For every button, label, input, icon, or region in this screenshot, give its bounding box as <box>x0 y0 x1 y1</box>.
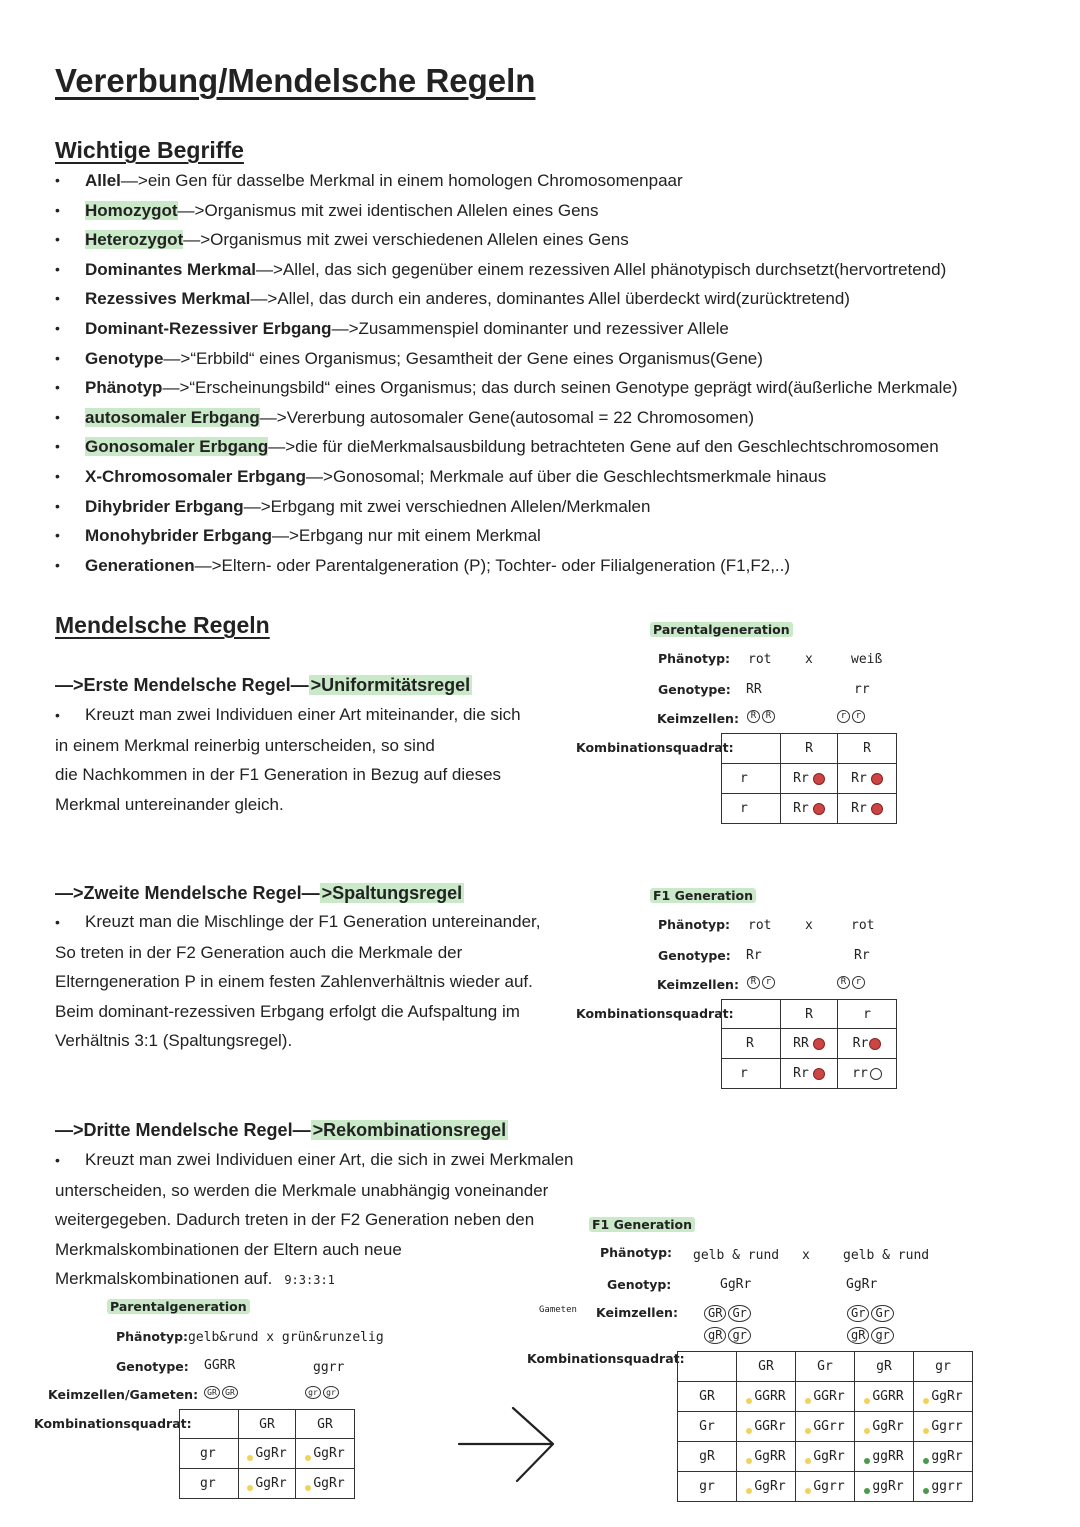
col-header: R <box>781 1000 838 1029</box>
gamete: gr <box>305 1386 321 1399</box>
row-header: gr <box>180 1439 239 1469</box>
table-cell <box>781 1059 838 1089</box>
text-line: die Nachkommen in der F1 Generation in Bezug auf dieses <box>55 765 502 785</box>
cell-genotype: Rr <box>793 801 809 816</box>
yellow-dot-icon <box>864 1428 870 1434</box>
generation-label: F1 Generation <box>650 888 756 903</box>
table-cell <box>737 1412 796 1442</box>
term-name: Allel <box>85 171 121 190</box>
col-header: r <box>838 1000 897 1029</box>
gamete: gr <box>728 1327 750 1344</box>
cell-genotype: GGRR <box>754 1389 786 1404</box>
cell-genotype: GgRr <box>313 1476 345 1491</box>
table-cell <box>855 1472 914 1502</box>
gametes-right <box>304 1385 340 1400</box>
term-definition: —>“Erscheinungsbild“ eines Organismus; das durch seinen Genotype geprägt wird(äußerliche Merkmale) <box>162 378 958 398</box>
row-header: r <box>722 794 781 824</box>
text-line: Merkmalskombinationen auf. <box>55 1269 273 1289</box>
term-name: Dominant-Rezessiver Erbgang <box>85 318 332 338</box>
col-header: Gr <box>796 1352 855 1382</box>
col-header: GR <box>296 1410 355 1439</box>
gametes-left <box>703 1303 773 1347</box>
phaenotyp-right: gelb & rund <box>843 1248 930 1263</box>
yellow-dot-icon <box>305 1485 311 1491</box>
kombinationsquadrat-label: Kombinationsquadrat: <box>527 1351 685 1366</box>
yellow-dot-icon <box>305 1455 311 1461</box>
term-name: Dihybrider Erbgang <box>85 496 244 516</box>
table-cell <box>737 1442 796 1472</box>
yellow-dot-icon <box>746 1458 752 1464</box>
text-line: unterscheiden, so werden die Merkmale unabhängig voneinander <box>55 1180 549 1200</box>
term-definition: —>ein Gen für dasselbe Merkmal in einem homologen Chromosomenpaar <box>120 171 683 190</box>
cell-genotype: GgRr <box>313 1446 345 1461</box>
genotype-right: rr <box>854 682 870 697</box>
cell-genotype: Rr <box>851 801 867 816</box>
list-item <box>55 464 1065 494</box>
term-name: Phänotyp <box>85 378 163 398</box>
gamete: r <box>852 976 865 989</box>
rule1-text: • Kreuzt man zwei Individuen einer Art miteinander, die sich in einem Merkmal reinerbig unterscheiden, so sind die Nachkommen in der F1 Generation in Bezug auf dieses Merkmal untereinander gleich. <box>55 700 575 819</box>
cell-genotype: GgRr <box>931 1389 963 1404</box>
row-header: r <box>722 1059 781 1089</box>
keimzellen-gameten-label: Keimzellen/Gameten: <box>48 1387 199 1402</box>
cell-genotype: GGRr <box>754 1419 786 1434</box>
term-name: Homozygot <box>85 200 178 220</box>
genotype-left: RR <box>746 682 762 697</box>
rule2-prefix: —>Zweite Mendelsche Regel— <box>55 883 320 903</box>
red-dot-icon <box>813 1068 825 1080</box>
cell-genotype: GgRr <box>255 1476 287 1491</box>
cell-genotype: ggRR <box>872 1449 904 1464</box>
keimzellen-label: Keimzellen: <box>657 977 739 992</box>
term-definition: —>Vererbung autosomaler Gene(autosomal = 22 Chromosomen) <box>259 407 754 427</box>
gamete: Gr <box>728 1305 750 1322</box>
text-line: Merkmal untereinander gleich. <box>55 794 284 814</box>
red-dot-icon <box>871 773 883 785</box>
table-cell <box>781 1029 838 1059</box>
yellow-dot-icon <box>746 1428 752 1434</box>
genotype-left: GGRR <box>204 1358 236 1373</box>
phaenotyp-label: Phänotyp: <box>600 1245 673 1260</box>
table-cell <box>239 1469 296 1499</box>
list-item <box>55 494 1065 524</box>
gamete: gR <box>847 1327 869 1344</box>
genotype-right: Rr <box>854 948 870 963</box>
term-name: Monohybrider Erbgang <box>85 526 272 546</box>
keimzellen-label: Keimzellen: <box>596 1305 678 1320</box>
cross-symbol: x <box>805 918 813 933</box>
cross-symbol: x <box>802 1248 810 1263</box>
table-cell <box>914 1382 973 1412</box>
term-definition: —>Erbgang mit zwei verschiednen Allelen/Merkmalen <box>243 496 651 516</box>
yellow-dot-icon <box>923 1398 929 1404</box>
list-item <box>55 375 1065 405</box>
gametes-right <box>846 1303 916 1347</box>
gametes-left <box>203 1385 239 1400</box>
term-definition: —>Organismus mit zwei identischen Allelen eines Gens <box>177 200 599 220</box>
text-line: Verhältnis 3:1 (Spaltungsregel). <box>55 1031 293 1051</box>
corner-cell <box>722 734 781 764</box>
green-dot-icon <box>864 1458 870 1464</box>
cell-genotype: GGRR <box>872 1389 904 1404</box>
table-cell <box>296 1439 355 1469</box>
text-line: Kreuzt man zwei Individuen einer Art, die sich in zwei Merkmalen <box>85 1150 574 1169</box>
rule3-text: • Kreuzt man zwei Individuen einer Art, die sich in zwei Merkmalen unterscheiden, so werden die Merkmale unabhängig voneinander weitergegeben. Dadurch treten in der F2 Generation neben den Merkmalskombinationen der Eltern auch neue Merkmalskombinationen auf. 9:3:3:1 <box>55 1145 615 1296</box>
gamete: Gr <box>847 1305 869 1322</box>
ratio: 9:3:3:1 <box>284 1273 335 1288</box>
phaenotyp-right: weiß <box>851 652 883 667</box>
yellow-dot-icon <box>247 1485 253 1491</box>
term-definition: —>Allel, das sich gegenüber einem rezessiven Allel phänotypisch durchsetzt(hervortretend) <box>256 259 947 279</box>
term-name: X-Chromosomaler Erbgang <box>85 466 307 486</box>
yellow-dot-icon <box>746 1488 752 1494</box>
term-definition: —>Zusammenspiel dominanter und rezessiver Allele <box>331 318 729 338</box>
phaenotyp-label: Phänotyp: <box>658 651 731 666</box>
empty-dot-icon <box>870 1068 882 1080</box>
punnett-square <box>721 733 897 824</box>
red-dot-icon <box>813 1038 825 1050</box>
list-item <box>55 198 1065 228</box>
table-cell <box>838 1029 897 1059</box>
text-line: Merkmalskombinationen der Eltern auch neue <box>55 1239 402 1259</box>
gamete: gr <box>871 1327 893 1344</box>
col-header: gR <box>855 1352 914 1382</box>
rule3-name: >Rekombinationsregel <box>312 1120 507 1140</box>
table-cell <box>796 1382 855 1412</box>
table-cell <box>855 1382 914 1412</box>
yellow-dot-icon <box>247 1455 253 1461</box>
genotyp-label: Genotyp: <box>607 1277 672 1292</box>
punnett-square <box>721 999 897 1089</box>
list-item <box>55 227 1065 257</box>
cell-genotype: Rr <box>852 1036 869 1051</box>
list-item <box>55 523 1065 553</box>
text-line: Elterngeneration P in einem festen Zahlenverhältnis wieder auf. <box>55 972 533 992</box>
gametes-left <box>746 975 776 990</box>
term-definition: —>Eltern- oder Parentalgeneration (P); Tochter- oder Filialgeneration (F1,F2,..) <box>194 555 791 575</box>
col-header: GR <box>737 1352 796 1382</box>
generation-label: Parentalgeneration <box>107 1299 250 1314</box>
gamete: r <box>837 710 850 723</box>
gameten-note: Gameten <box>539 1305 577 1315</box>
yellow-dot-icon <box>864 1398 870 1404</box>
gamete: R <box>747 976 760 989</box>
cross-symbol: x <box>805 652 813 667</box>
col-header: gr <box>914 1352 973 1382</box>
yellow-dot-icon <box>805 1428 811 1434</box>
gamete: R <box>837 976 850 989</box>
gamete: gr <box>323 1386 339 1399</box>
table-cell <box>796 1412 855 1442</box>
cell-genotype: ggRr <box>931 1449 963 1464</box>
red-dot-icon <box>813 803 825 815</box>
cell-genotype: ggRr <box>872 1479 904 1494</box>
list-item <box>55 286 1065 316</box>
phaenotyp-left: gelb & rund <box>693 1248 780 1263</box>
phaenotyp-left: rot <box>748 652 772 667</box>
red-dot-icon <box>871 803 883 815</box>
cell-genotype: ggrr <box>931 1479 963 1494</box>
rule1-heading <box>55 675 472 696</box>
text-line: Kreuzt man zwei Individuen einer Art miteinander, die sich <box>85 705 521 724</box>
col-header: R <box>781 734 838 764</box>
term-definition: —>Gonosomal; Merkmale auf über die Geschlechtsmerkmale hinaus <box>306 466 827 486</box>
row-header: gr <box>180 1469 239 1499</box>
cell-genotype: GgRr <box>813 1449 845 1464</box>
cell-genotype: Rr <box>793 771 809 786</box>
generation-label: Parentalgeneration <box>650 622 793 637</box>
gamete: GR <box>222 1386 238 1399</box>
table-cell <box>239 1439 296 1469</box>
gamete: Gr <box>871 1305 893 1322</box>
corner-cell <box>678 1352 737 1382</box>
col-header: GR <box>239 1410 296 1439</box>
rule1-name: >Uniformitätsregel <box>310 675 471 695</box>
generation-label: F1 Generation <box>589 1217 695 1232</box>
term-name: Gonosomaler Erbgang <box>85 437 269 457</box>
cell-genotype: Rr <box>851 771 867 786</box>
table-cell <box>781 794 838 824</box>
punnett-square <box>677 1351 973 1502</box>
term-definition: —>Allel, das durch ein anderes, dominantes Allel überdeckt wird(zurücktretend) <box>250 289 850 309</box>
cell-genotype: GgRr <box>754 1479 786 1494</box>
gamete: R <box>762 710 775 723</box>
corner-cell <box>722 1000 781 1029</box>
phaenotyp-label: Phänotyp: <box>116 1329 189 1344</box>
gamete: GR <box>704 1305 726 1322</box>
table-cell <box>838 1059 897 1089</box>
gametes-right <box>836 975 866 990</box>
term-name: Dominantes Merkmal <box>85 259 256 279</box>
cell-genotype: GgRr <box>255 1446 287 1461</box>
gamete: r <box>852 710 865 723</box>
table-cell <box>914 1442 973 1472</box>
terms-heading: Wichtige Begriffe <box>55 137 244 163</box>
red-dot-icon <box>869 1038 881 1050</box>
kombinationsquadrat-label: Kombinationsquadrat: <box>34 1416 192 1431</box>
rule1-prefix: —>Erste Mendelsche Regel— <box>55 675 309 695</box>
terms-list <box>55 168 1065 582</box>
yellow-dot-icon <box>746 1398 752 1404</box>
term-definition: —>“Erbbild“ eines Organismus; Gesamtheit der Gene eines Organismus(Gene) <box>163 348 763 368</box>
rule2-heading <box>55 883 464 904</box>
green-dot-icon <box>864 1488 870 1494</box>
genotype-label: Genotype: <box>658 948 731 963</box>
text-line: Beim dominant-rezessiven Erbgang erfolgt die Aufspaltung im <box>55 1001 520 1021</box>
yellow-dot-icon <box>805 1488 811 1494</box>
yellow-dot-icon <box>923 1428 929 1434</box>
kombinationsquadrat-label: Kombinationsquadrat: <box>576 740 734 755</box>
gamete: r <box>762 976 775 989</box>
col-header: R <box>838 734 897 764</box>
table-cell <box>838 794 897 824</box>
list-item <box>55 434 1065 464</box>
text-line: weitergegeben. Dadurch treten in der F2 Generation neben den <box>55 1210 535 1230</box>
rule2-text: • Kreuzt man die Mischlinge der F1 Generation untereinander, So treten in der F2 Generation auch die Merkmale der Elterngeneration P in einem festen Zahlenverhältnis wieder auf. Beim dominant-rezessiven Erbgang erfolgt die Aufspaltung im Verhältnis 3:1 (Spaltungsregel). <box>55 907 575 1056</box>
list-item <box>55 257 1065 287</box>
keimzellen-label: Keimzellen: <box>657 711 739 726</box>
yellow-dot-icon <box>805 1458 811 1464</box>
table-cell <box>914 1412 973 1442</box>
list-item <box>55 346 1065 376</box>
row-header: r <box>722 764 781 794</box>
gamete: GR <box>204 1386 220 1399</box>
punnett-square <box>179 1409 355 1499</box>
phaenotyp-value: gelb&rund x grün&runzelig <box>188 1330 384 1345</box>
page-title: Vererbung/Mendelsche Regeln <box>55 62 536 99</box>
table-cell <box>737 1382 796 1412</box>
gametes-right <box>836 709 866 724</box>
arrow-right-icon <box>455 1403 559 1485</box>
list-item <box>55 316 1065 346</box>
green-dot-icon <box>923 1488 929 1494</box>
text-line: in einem Merkmal reinerbig unterscheiden, so sind <box>55 735 435 755</box>
table-cell <box>296 1469 355 1499</box>
genotyp-left: GgRr <box>720 1277 752 1292</box>
table-cell <box>855 1412 914 1442</box>
corner-cell <box>180 1410 239 1439</box>
cell-genotype: RR <box>793 1036 809 1051</box>
red-dot-icon <box>813 773 825 785</box>
row-header: gr <box>678 1472 737 1502</box>
cell-genotype: GGrr <box>813 1419 845 1434</box>
green-dot-icon <box>923 1458 929 1464</box>
term-name: Generationen <box>85 555 195 575</box>
text-line: So treten in der F2 Generation auch die Merkmale der <box>55 942 463 962</box>
genotype-label: Genotype: <box>658 682 731 697</box>
table-cell <box>855 1442 914 1472</box>
table-cell <box>838 764 897 794</box>
term-name: Genotype <box>85 348 164 368</box>
kombinationsquadrat-label: Kombinationsquadrat: <box>576 1006 734 1021</box>
cell-genotype: GgRr <box>872 1419 904 1434</box>
term-name: Rezessives Merkmal <box>85 289 251 309</box>
term-definition: —>die für dieMerkmalsausbildung betrachteten Gene auf den Geschlechtschromosomen <box>268 437 939 457</box>
table-cell <box>796 1442 855 1472</box>
text-line: Kreuzt man die Mischlinge der F1 Generation untereinander, <box>85 912 541 931</box>
rule3-heading <box>55 1120 508 1141</box>
rule2-name: >Spaltungsregel <box>321 883 463 903</box>
list-item <box>55 553 1065 583</box>
rule3-prefix: —>Dritte Mendelsche Regel— <box>55 1120 311 1140</box>
genotyp-right: GgRr <box>846 1277 878 1292</box>
cell-genotype: Ggrr <box>931 1419 963 1434</box>
row-header: Gr <box>678 1412 737 1442</box>
cell-genotype: rr <box>852 1066 868 1081</box>
gamete: gR <box>704 1327 726 1344</box>
gametes-left <box>746 709 776 724</box>
genotype-right: ggrr <box>313 1360 345 1375</box>
cell-genotype: Ggrr <box>813 1479 845 1494</box>
genotype-left: Rr <box>746 948 762 963</box>
rules-heading: Mendelsche Regeln <box>55 612 270 638</box>
list-item <box>55 168 1065 198</box>
phaenotyp-right: rot <box>851 918 875 933</box>
cell-genotype: GgRR <box>754 1449 786 1464</box>
cell-genotype: GGRr <box>813 1389 845 1404</box>
row-header: GR <box>678 1382 737 1412</box>
yellow-dot-icon <box>805 1398 811 1404</box>
cell-genotype: Rr <box>793 1066 809 1081</box>
term-definition: —>Erbgang nur mit einem Merkmal <box>272 526 541 546</box>
row-header: R <box>722 1029 781 1059</box>
list-item <box>55 405 1065 435</box>
term-definition: —>Organismus mit zwei verschiedenen Allelen eines Gens <box>183 230 629 250</box>
table-cell <box>914 1472 973 1502</box>
term-name: Heterozygot <box>85 230 184 250</box>
genotype-label: Genotype: <box>116 1359 189 1374</box>
phaenotyp-label: Phänotyp: <box>658 917 731 932</box>
table-cell <box>737 1472 796 1502</box>
phaenotyp-left: rot <box>748 918 772 933</box>
table-cell <box>796 1472 855 1502</box>
term-name: autosomaler Erbgang <box>85 407 260 427</box>
gamete: R <box>747 710 760 723</box>
table-cell <box>781 764 838 794</box>
row-header: gR <box>678 1442 737 1472</box>
